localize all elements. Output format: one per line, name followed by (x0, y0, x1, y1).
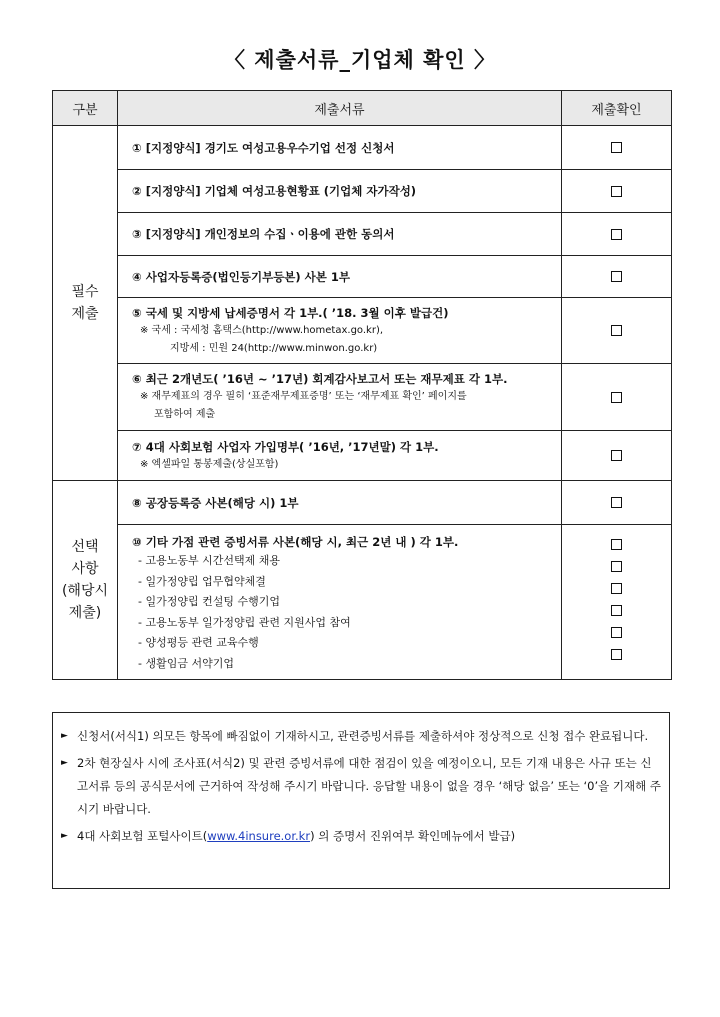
item-title: ⑧ 공장등록증 사본(해당 시) 1부 (132, 495, 299, 510)
checkbox[interactable] (611, 539, 622, 550)
checkbox[interactable] (611, 627, 622, 638)
checkbox[interactable] (611, 450, 622, 461)
column-header: 제출서류 (118, 91, 562, 126)
table-row (53, 364, 672, 431)
checkbox[interactable] (611, 497, 622, 508)
checkbox[interactable] (611, 392, 622, 403)
checkbox[interactable] (611, 186, 622, 197)
sub-item: - 고용노동부 시간선택제 채용 (138, 554, 280, 567)
triangle-bullet-icon: ► (61, 731, 68, 741)
column-header: 제출확인 (562, 91, 672, 126)
table-row (53, 126, 672, 170)
notice-box (52, 712, 670, 889)
item-title: ① [지정양식] 경기도 여성고용우수기업 선정 신청서 (132, 140, 395, 155)
checkbox[interactable] (611, 229, 622, 240)
4insure-link[interactable]: www.4insure.or.kr (207, 829, 311, 843)
item-note: ※ 국세 : 국세청 홈택스(http://www.hometax.go.kr), (140, 324, 384, 336)
column-header: 구분 (53, 91, 118, 126)
checkbox[interactable] (611, 142, 622, 153)
item-title: ④ 사업자등록증(법인등기부등본) 사본 1부 (132, 269, 351, 284)
notice-item: ► 신청서(서식1) 의모든 항목에 빠짐없이 기재하시고, 관련증빙서류를 제출하셔야 정상적으로 신청 접수 완료됩니다. (61, 725, 661, 748)
group-label-required: 필수 제출 (53, 126, 118, 481)
sub-item: - 생활임금 서약기업 (138, 656, 234, 670)
table-row (53, 170, 672, 213)
checkbox[interactable] (611, 271, 622, 282)
sub-item: - 일가정양립 업무협약체결 (138, 574, 266, 588)
sub-item: - 고용노동부 일가정양립 관련 지원사업 참여 (138, 615, 351, 629)
item-title: ⑦ 4대 사회보험 사업자 가입명부( ’16년, ’17년말) 각 1부. (132, 439, 439, 454)
checkbox[interactable] (611, 561, 622, 572)
checkbox[interactable] (611, 325, 622, 336)
item-title: ⑥ 최근 2개년도( ’16년 ~ ’17년) 회계감사보고서 또는 재무제표 각 1부. (132, 372, 508, 386)
table-row (53, 256, 672, 298)
triangle-bullet-icon: ► (61, 831, 68, 841)
notice-item: ► 2차 현장실사 시에 조사표(서식2) 및 관련 증빙서류에 대한 점검이 있을 예정이오니, 모든 기재 내용은 사규 또는 신고서류 등의 공식문서에 근거하여 작성해 주시기 바랍니다. 응답할 내용이 없을 경우 ‘해당 없음’ 또는 ‘0’을 기재해 주시기 바랍니다. (61, 752, 661, 821)
table-row (53, 481, 672, 525)
documents-table (52, 90, 672, 680)
item-title: ⑩ 기타 가점 관련 증빙서류 사본(해당 시, 최근 2년 내 ) 각 1부. (132, 535, 459, 549)
item-note: 포함하여 제출 (154, 409, 216, 420)
item-note: ※ 재무제표의 경우 필히 ‘표준재무제표증명’ 또는 ‘재무제표 확인’ 페이지를 (140, 391, 467, 402)
checkbox[interactable] (611, 649, 622, 660)
table-header-row (53, 91, 672, 126)
checkbox[interactable] (611, 605, 622, 616)
table-row (53, 298, 672, 364)
checkbox[interactable] (611, 583, 622, 594)
triangle-bullet-icon: ► (61, 758, 68, 768)
item-title: ② [지정양식] 기업체 여성고용현황표 (기업체 자가작성) (132, 184, 417, 198)
page-title: 〈 제출서류_기업체 확인 〉 (223, 48, 496, 72)
table-row (53, 431, 672, 481)
group-label-optional: 선택 사항 (해당시 제출) (53, 481, 118, 680)
sub-item: - 양성평등 관련 교육수행 (138, 636, 259, 649)
item-title: ⑤ 국세 및 지방세 납세증명서 각 1부.( ’18. 3월 이후 발급건) (132, 305, 449, 320)
table-row (53, 213, 672, 256)
item-title: ③ [지정양식] 개인정보의 수집ㆍ이용에 관한 동의서 (132, 227, 395, 241)
item-note: 지방세 : 민원 24(http://www.minwon.go.kr) (170, 342, 378, 354)
table-row (53, 525, 672, 680)
notice-item: ► 4대 사회보험 포털사이트(www.4insure.or.kr) 의 증명서 진위여부 확인메뉴에서 발급) (61, 825, 661, 848)
item-note: ※ 엑셀파일 통봉제출(상실포함) (140, 458, 279, 470)
sub-item: - 일가정양립 컨설팅 수행기업 (138, 595, 280, 608)
